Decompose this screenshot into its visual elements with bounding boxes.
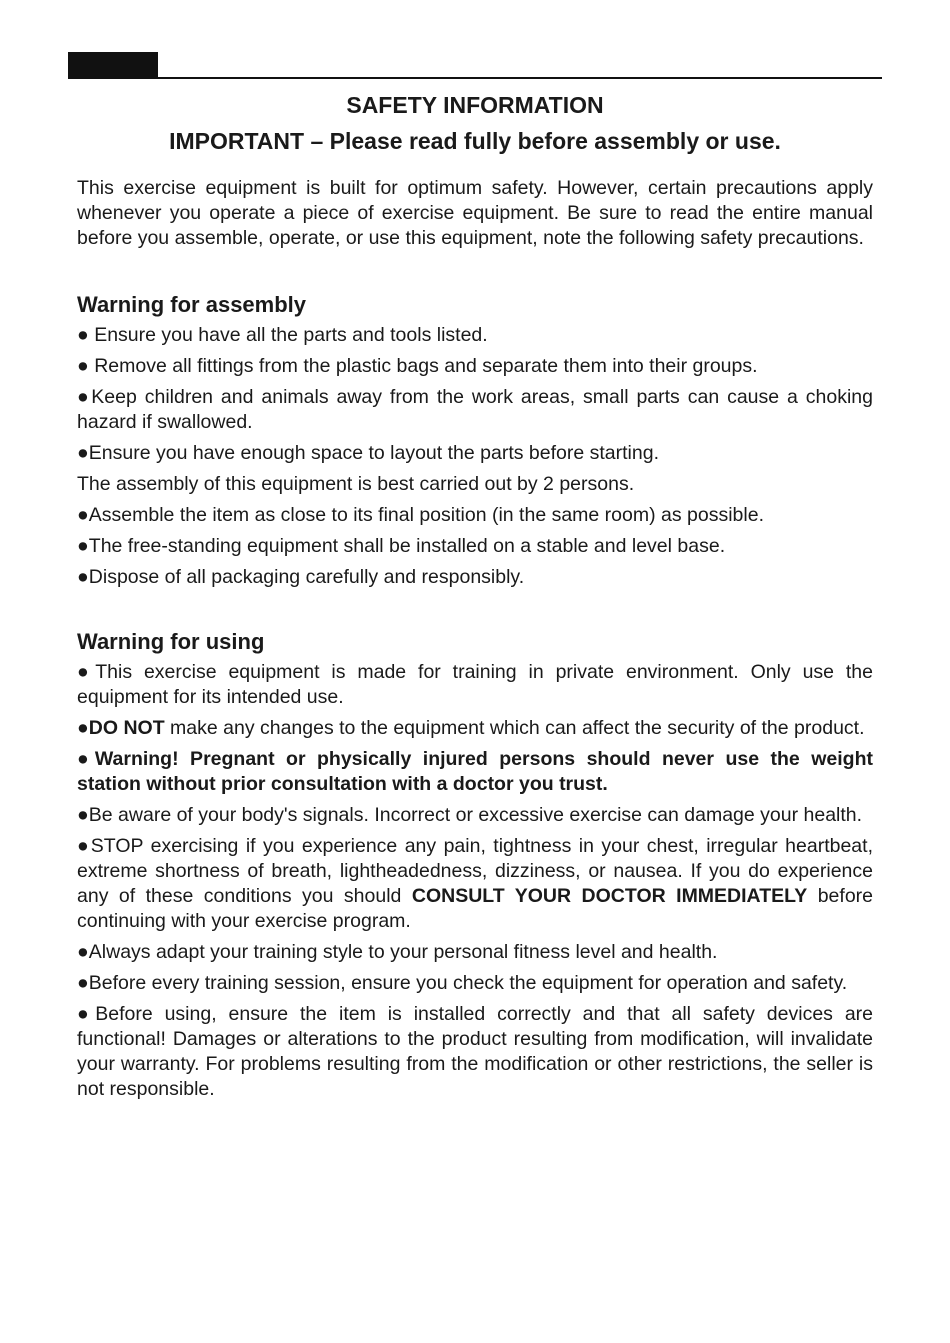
- assembly-item: ●The free-standing equipment shall be installed on a stable and level base.: [77, 535, 726, 557]
- main-content: [77, 176, 873, 1108]
- assembly-item: ●Keep children and animals away from the work areas, small parts can cause a choking hazard if swallowed.: [77, 386, 873, 433]
- using-item: ●Before every training session, ensure you check the equipment for operation and safety.: [77, 972, 848, 994]
- do-not-emphasis: ●DO NOT: [77, 717, 165, 739]
- header-rule: [158, 77, 882, 79]
- pregnancy-warning: [77, 747, 873, 797]
- assembly-item: ●Ensure you have enough space to layout the parts before starting.: [77, 442, 659, 464]
- using-item: [77, 834, 873, 934]
- using-item-text: before continuing with your exercise program.: [77, 885, 873, 932]
- intro-paragraph: This exercise equipment is built for optimum safety. However, certain precautions apply whenever you operate a piece of exercise equipment. Be sure to read the entire manual before you assemble, operate, or use this equipment, note the following safety precautions.: [77, 177, 873, 249]
- page-title: SAFETY INFORMATION: [346, 92, 604, 118]
- pregnancy-warning-text: ●Warning! Pregnant or physically injured persons should never use the weight station without prior consultation with a doctor you trust.: [77, 748, 873, 795]
- using-item-text: ●STOP exercising if you experience any pain, tightness in your chest, irregular heartbeat, extreme shortness of breath, lightheadedness, dizziness, or nausea. If you do experience any of these conditions you should: [77, 835, 873, 907]
- using-item: ●This exercise equipment is made for training in private environment. Only use the equipment for its intended use.: [77, 661, 873, 708]
- assembly-item: ●Dispose of all packaging carefully and responsibly.: [77, 566, 525, 588]
- assembly-item: ● Ensure you have all the parts and tools listed.: [77, 324, 488, 346]
- using-item-text: make any changes to the equipment which can affect the security of the product.: [164, 717, 865, 739]
- assembly-item: The assembly of this equipment is best carried out by 2 persons.: [77, 473, 635, 495]
- assembly-heading: Warning for assembly: [77, 292, 307, 317]
- page-subtitle: IMPORTANT – Please read fully before assembly or use.: [169, 128, 781, 154]
- using-item: [77, 716, 873, 741]
- assembly-item: ●Assemble the item as close to its final position (in the same room) as possible.: [77, 504, 764, 526]
- using-item: ●Before using, ensure the item is installed correctly and that all safety devices are functional! Damages or alterations to the product resulting from modification, will invalidate your warranty. For problems resulting from the modification or other restrictions, the seller is not responsible.: [77, 1003, 873, 1100]
- using-item: ●Be aware of your body's signals. Incorrect or excessive exercise can damage your health.: [77, 804, 863, 826]
- using-item: ●Always adapt your training style to your personal fitness level and health.: [77, 941, 718, 963]
- consult-doctor-emphasis: CONSULT YOUR DOCTOR IMMEDIATELY: [411, 885, 808, 907]
- using-heading: Warning for using: [77, 629, 265, 654]
- assembly-item: ● Remove all fittings from the plastic bags and separate them into their groups.: [77, 355, 758, 377]
- header-block: [68, 52, 158, 79]
